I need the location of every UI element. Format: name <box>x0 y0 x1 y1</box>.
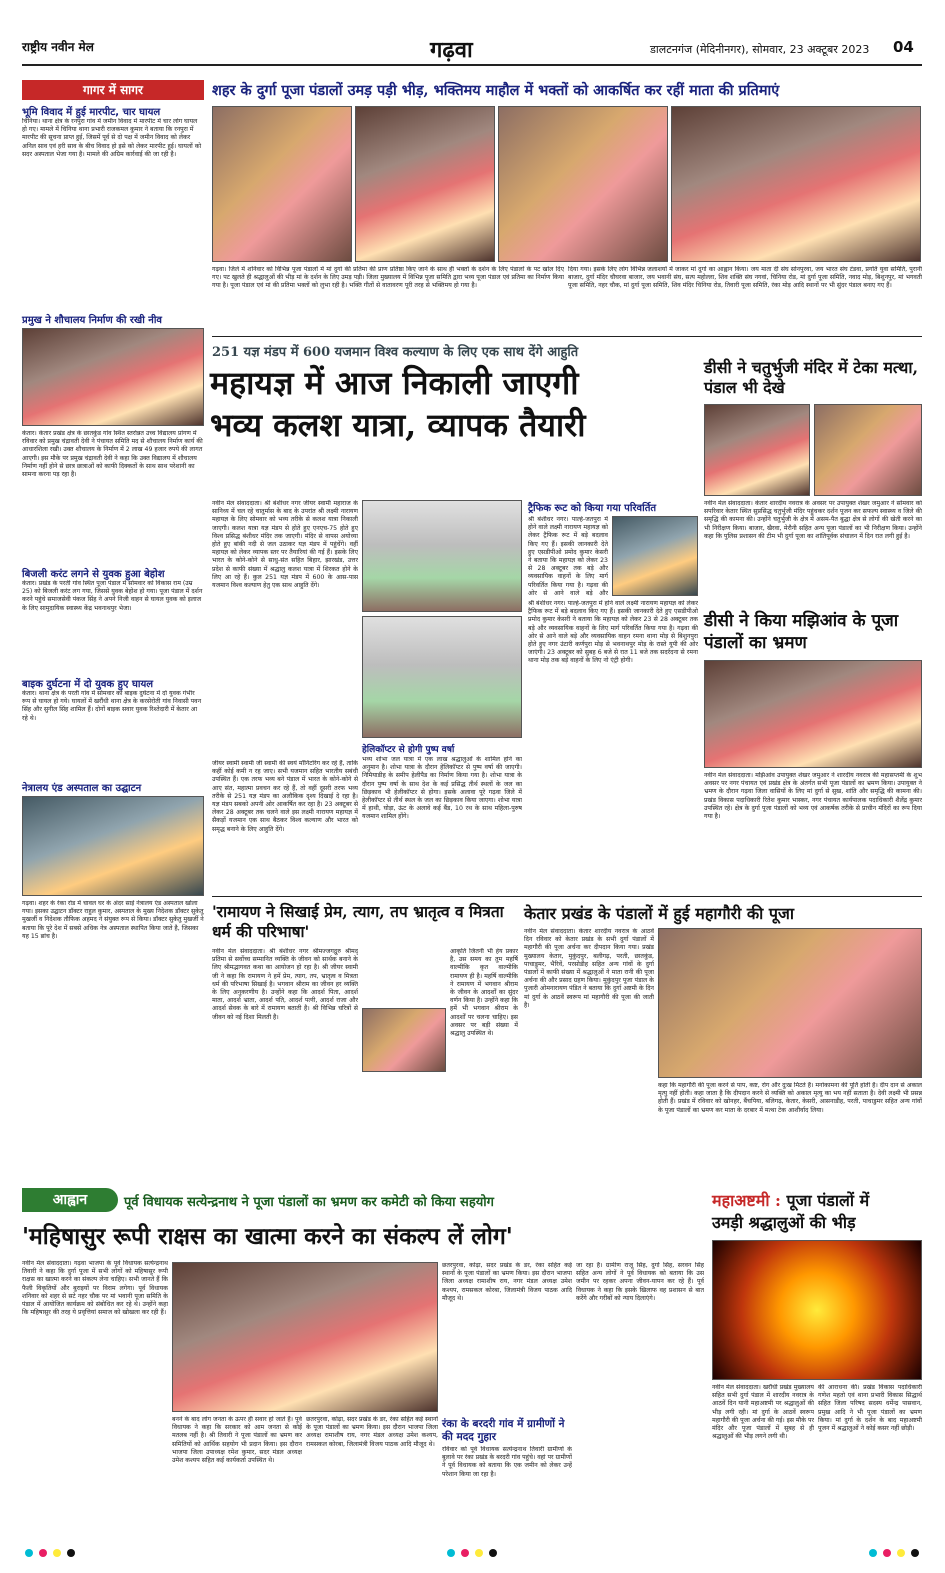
sidebar-story3-headline: बिजली करंट लगने से युवक हुआ बेहोश <box>22 569 165 580</box>
mahayagya-photo-2 <box>362 616 522 738</box>
mahaashtami-headline-1: पूजा पंडालों में <box>786 1191 870 1210</box>
top-story-caption: गढ़वा। जिले में शनिवार को विभिन्न पूजा पंडालों में मां दुर्गा की प्रतिमा की प्राण प्रतिष्ठा किए जाने के साथ ही भक्तों के दर्शन के लिए पंडालों के पट खोल दिए गए। पट खुलते ही श्रद्धालुओं की भीड़ मां के दर्शन के लिए उमड़ पड़ी। जिला मुख्यालय में विभिन्न पूजा समिति द्वारा भव्य पूजा पंडाल एवं प्रतिमा का निर्माण किया गया है। पूजा पंडाल एवं मां की प्रतिमा भक्तों को लुभा रही है। भक्ति गीतों से वातावरण पूरी तरह से भक्तिमय हो गया है। <box>212 266 564 290</box>
durga-photo-1 <box>212 106 352 262</box>
section-title: गढ़वा <box>430 37 473 63</box>
aahvan-photo <box>172 1262 438 1412</box>
mahayagya-photo-1 <box>362 500 522 612</box>
aahvan-text-3b: छतरपुरवा, कोढ़ा, सदर प्रखंड के डर, रंका सहित कई स्थानों के पूजा पंडालों का भ्रमण किया। इस दौरान भाजपा जिला अध्यक्ष रामाशीष राय, नगर मंडल अध्यक्ष उमेश कश्यप, रामसकल कोरबा, जिलामंत्री विजय पाठक आदि मौजूद थे। <box>442 1262 572 1302</box>
sidebar-story4-text: केतार। थाना क्षेत्र के परती गांव में सोमवार को बाइक दुर्घटना में दो युवक गंभीर रूप से घायल हो गये। घायलों में खरौंधी थाना क्षेत्र के करसेरोती गांव निवासी पवन सिंह और सुनील सिंह शामिल हैं। दोनों बाइक सवार युवक रिश्तेदारी में केतार आ रहे थे। <box>22 690 202 722</box>
sidebar-story1-text: चिनिया। थाना क्षेत्र के रनपुरा गांव में जमीन विवाद में मारपीट में चार लोग घायल हो गए। मामले में चिनिया थाना प्रभारी राजकमल कुमार ने बताया कि रनपुरा में मारपीट की सूचना प्राप्त हुई, जिसमें पूर्व से दो पक्ष में जमीन विवाद को लेकर अनिल साव एवं हरी साव के बीच विवाद हो इसे को लेकर मारपीट हुई। घायलों को सदर अस्पताल भेजा गया है। मामले की अग्रिम कार्रवाई की जा रही है। <box>22 118 202 158</box>
traffic-text: श्री बंशीधर नगर। पाल्हे-जतपुरा में होने वाले लक्ष्मी नारायण महायज्ञ को लेकर ट्रैफिक रूट में बड़े बदलाव किए गए हैं। इसकी जानकारी देते हुए एसडीपीओ प्रमोद कुमार केसरी ने बताया कि महायज्ञ को लेकर 23 से 28 अक्टूबर तक बड़े और व्यवसायिक वाहनों के लिए मार्ग परिवर्तित किया गया है। गढ़वा की ओर से आने वाले बड़े और व्यवसायिक वाहन रमना थाना मोड़ से बिशुनपुरा होते हुए नगर उंटारी कर्णपुरा मोड़ से भवनाथपुर मोड़ के रास्ते यूपी की ओर जाएंगी। 23 अक्टूबर को सुबह 6 बजे से रात 11 बजे तक सदर्रदना से रमना थाना मोड़ तक बड़े वाहनों के लिए नो एंट्री होगी। <box>528 600 698 665</box>
sdpo-photo <box>612 516 698 596</box>
mahagauri-headline: केतार प्रखंड के पंडालों में हुई महागौरी की पूजा <box>524 904 794 923</box>
divider <box>212 896 922 897</box>
dc-majhiaon-headline: डीसी ने किया मझिआंव के पूजा पंडालों का भ्रमण <box>704 611 899 653</box>
mahayagya-text-2: जीयर स्वामी स्वामी जी स्वामी की स्वयं मॉनिटरिंग कर रहे हैं, ताकि कहीं कोई कमी न रह जाए। सभी यजमान सहित भारतीय सबंधी उपस्थित हैं। एक तरफ भव्य बने पंडाल में भारत के कोने-कोने से आए संत, महात्मा प्रवचन कर रहे हैं, तो वहीं दूसरी तरफ भव्य तरीके से 251 यज्ञ मंडप का अलौकिक दृश्य दिखाई दे रहा है। यज्ञ मंडप सबको अपनी ओर आकर्षित कर रहा है। 23 अक्टूबर से लेकर 28 अक्टूबर तक चलने वाले इस लक्ष्मी नारायण महायज्ञ में सैकड़ों यजमान एक साथ बैठकर विश्व कल्याण और भारत को समृद्ध बनाने के लिए आहुति देंगे। <box>212 760 358 833</box>
dc-majhiaon-text: नवीन मेल संवाददाता। मझिआंव उपायुक्त शेखर जमुआर ने शारदीय नवरात्र की महासप्तमी के शुभ अवसर पर नगर पंचायत एवं प्रखंड क्षेत्र के अंतर्गत सभी पूजा पंडालों का भ्रमण किया। उपायुक्त ने भ्रमण के दौरान गढ़वा जिला वासियों के लिए मां दुर्गा से सुख, शांति और समृद्धि की कामना की। प्रखंड विकास पदाधिकारी रितेश कुमार भास्कर, नगर पंचायत कार्यपालक पदाधिकारी शैलेंद्र कुमार उपस्थित रहे। क्षेत्र के दुर्गा पूजा पंडालों को भव्य एवं आकर्षक तरीके से प्राचीन मंदिरों का रूप दिया गया है। <box>704 772 922 821</box>
color-bar-left <box>22 1549 78 1557</box>
mahaashtami-text-2: की आराधना की। प्रखंड विकास पदाधिकारी गणेश महतो एवं थाना प्रभारी विकास सिद्धार्थ सहित जिला परिषद सदस्य धर्मेन्द्र पासवान, प्रमुख आदि ने भी पूजा पंडालों का भ्रमण किया। मां दुर्गा के दर्शन के बाद महाअष्टमी पूजन में श्रद्धालुओं ने कोई कसर नहीं छोड़ी। <box>818 1384 922 1433</box>
mahaashtami-text: नवीन मेल संवाददाता। खरौंधी प्रखंड मुख्यालय सहित सभी दुर्गा पंडाल में शारदीय नवरात्र के आठवें दिन यानी महाअष्टमी पर श्रद्धालुओं की भीड़ लगी रही। मां दुर्गा के आठवें स्वरूप महागौरी की पूजा अर्चना की गई। इस मौके पर मंदिर और पूजा पंडालों में सुबह से ही श्रद्धालुओं की भीड़ लगने लगी थी। <box>712 1384 814 1441</box>
mahaashtami-headline-2: उमड़ी श्रद्धालुओं की भीड़ <box>712 1213 856 1232</box>
sidebar-story5-text: गढ़वा। शहर के रंका रोड में चावल घर के अंदर साई नेत्रालय एंड अस्पताल खोला गया। इसका उद्घाटन डॉक्टर राहुल कुमार, अस्पताल के मुख्य निदेशक डॉक्टर सुकेतु मुखर्जी व निदेशक तौफिक अहमद ने संयुक्त रूप से किया। डॉक्टर सुकेतु मुखर्जी ने बताया कि पूरे देश में सबसे अधिक नेत्र अस्पताल स्थापित किया जाते है, जिसका यह 15 ब्रांच है। <box>22 900 204 940</box>
traffic-headline: ट्रैफिक रूट को किया गया परिवर्तित <box>528 503 657 514</box>
jiyar-swami-photo <box>362 1008 446 1072</box>
aahvan-text-3: छतरपुरवा, कोढ़ा, सदर प्रखंड के डर, रंका सहित कई स्थानों के पूजा पंडालों का भ्रमण किया। इस दौरान भाजपा जिला अध्यक्ष रामाशीष राय, नगर मंडल अध्यक्ष उमेश कश्यप, रामसकल कोरबा, जिलामंत्री विजय पाठक आदि मौजूद थे। <box>306 1416 438 1448</box>
dc-temple-text: नवीन मेल संवाददाता। केतार शारदीय नवरात्र के अवसर पर उपायुक्त शेखर जमुआर ने सोमवार को सपरिवार केतार स्थित सुप्रसिद्ध चतुर्भुजी मंदिर पहुंचकर दर्शन पूजन कर सफल्य स्वास्थ्य व जिले की समृद्धि की कामना की। उन्होंने चतुर्भुजी के क्षेत्र में असम-पैत बुद्धा क्षेत्र से लोगों की खेती करने का भी निरीक्षण किया। बाजार, खैरवा, मेरौनी सहित अन्य पूजा पंडालों का भी निरीक्षण किया। उन्होंने कहा कि पुलिस प्रशासन की टीम भी दुर्गा पूजा का शांतिपूर्वक संचालन में दिन रात लगी हुई है। <box>704 500 922 540</box>
mahaashtami-photo <box>712 1240 922 1380</box>
durga-photo-3 <box>498 106 668 262</box>
sidebar-story2-photo <box>22 328 204 426</box>
rural-text: रविवार को पूर्व विधायक सत्येन्द्रनाथ तिवारी ग्रामीणों के बुलावे पर रंका प्रखंड के बरदरी गांव पहुंचे। वहां पर ग्रामीणों ने पूर्व विधायक को बताया कि एक जमीन को लेकर उन्हें परेशान किया जा रहा है। <box>442 1446 572 1478</box>
mahayagya-headline-1: महायज्ञ में आज निकाली जाएगी <box>210 364 579 402</box>
sidebar-story5-headline: नेत्रालय एंड अस्पताल का उद्घाटन <box>22 783 142 794</box>
traffic-text-a: श्री बंशीधर नगर। पाल्हे-जतपुरा में होने वाले लक्ष्मी नारायण महायज्ञ को लेकर ट्रैफिक रूट में बड़े बदलाव किए गए हैं। इसकी जानकारी देते हुए एसडीपीओ प्रमोद कुमार केसरी ने बताया कि महायज्ञ को लेकर 23 से 28 अक्टूबर तक बड़े और व्यवसायिक वाहनों के लिए मार्ग परिवर्तित किया गया है। गढ़वा की ओर से आने वाले बड़े और <box>528 516 608 596</box>
sidebar-story5-photo <box>22 796 204 896</box>
durga-photo-2 <box>355 106 495 262</box>
ramayan-text: नवीन मेल संवाददाता। श्री बंशीधर नगर श्रीमज्जगद्गुरु श्रीमद् प्रतिमा से सर्वोच्च सम्मानित व्यक्ति के जीवन को सार्थक बनाने के लिए श्रीमद्भागवत कथा का आयोजन हो रहा है। श्री जीयर स्वामी जी ने कहा कि रामायण ने हमें प्रेम, त्याग, तप, भ्रातृत्व व मित्रता धर्म की परिभाषा सिखाई है। भगवान श्रीराम का जीवन हर व्यक्ति के लिए अनुकरणीय है। उन्होंने कहा कि आदर्श पिता, आदर्श माता, आदर्श भ्राता, आदर्श पति, आदर्श पत्नी, आदर्श राजा और आदर्श सेवक के बारे में रामायण बताती है। श्री विभिन्न चरित्रों से जीवन को नई दिशा मिलती है। <box>212 948 358 1021</box>
top-story-caption-2: दिया गया। इसके लिए लोग विभिन्न जलाशयों में जाकर मां दुर्गा का आह्वान किया। जय माता दी संघ सोनपुरवा, जय भारत संघ टंडवा, प्रगति युवा समिति, पुरानी बाजार, दुर्गा मंदिर चौघरवा बाजार, जय भवानी संघ, सत्य महोल्ला, शिव शक्ति संघ नगवां, चिनिया रोड, मां दुर्गा पूजा समिति, नवाद मोड़, बिशुनपुर, मां भगवती पूजा समिति, नहर चौक, मां दुर्गा पूजा समिति, शिव मंदिर चिनिया रोड, तिवारी पूजा समिति, रंका मोड़ आदि स्थानों पर भी सुंदर पंडाल बनाए गए हैं। <box>568 266 922 290</box>
ramayan-text-2: आकृति जितनी भी हेय प्रकार है, उस समय का तुम महर्षि वाल्मीकि कृत वाल्मीकि रामायण ही है। महर्षि वाल्मीकि ने रामायण में भगवान श्रीराम के जीवन के आदर्शों का सुंदर वर्णन किया है। उन्होंने कहा कि हमें भी भगवान श्रीराम के आदर्शों पर चलना चाहिए। इस अवसर पर बड़ी संख्या में श्रद्धालु उपस्थित थे। <box>450 948 518 1038</box>
print-registration-bar <box>22 1548 922 1558</box>
mahayagya-headline-2: भव्य कलश यात्रा, व्यापक तैयारी <box>210 406 586 444</box>
aahvan-text: नवीन मेल संवाददाता। गढ़वा भाजपा के पूर्व विधायक सत्येन्द्रनाथ तिवारी ने कहा कि दुर्गा पूजा में सभी लोगों को महिषासुर रूपी राक्षस का खात्मा करने का संकल्प लेना चाहिए। सभी जानते हैं कि फैली विकृतियों और बुराइयों पर विराम लगेगा। पूर्व विधायक शनिवार को शहर से सटे नहर चौक पर मां भवानी पूजा समिति के पंडाल में आयोजित कार्यक्रम को संबोधित कर रहे थे। उन्होंने कहा कि महिषासुर की तरह ये प्रवृत्तियां समाज को खोखला कर रही हैं। <box>22 1260 168 1317</box>
mahaashtami-label: महाअष्टमी : <box>712 1191 781 1210</box>
aahvan-text-2: बनने के बाद लोग जनता के ऊपर ही सवार हो जाते हैं। पूर्व विधायक ने कहा कि सरकार को आम जनता से कोई मतलब नहीं है। श्री तिवारी ने पूजा पंडालों का भ्रमण कर समितियों को आर्थिक सहयोग भी प्रदान किया। इस दौरान भाजपा जिला उपाध्यक्ष रमेश कुमार, सदर मंडल अध्यक्ष उमेश कश्यप सहित कई कार्यकर्ता उपस्थित थे। <box>172 1416 302 1465</box>
sidebar-banner: गागर में सागर <box>22 80 204 100</box>
top-story-headline: शहर के दुर्गा पूजा पंडालों उमड़ पड़ी भीड़, भक्तिमय माहौल में भक्तों को आकर्षित कर रहीं माता की प्रतिमाएं <box>212 82 780 99</box>
sidebar-story2-text: केतार। केतार प्रखंड क्षेत्र के छातकुंड गांव स्थित स्तरोन्नत उच्च विद्यालय प्रांगण में रविवार को प्रमुख चंद्रावती देवी ने पंचायत समिति मद से शौचालय निर्माण कार्य की आधारशिला रखी। उक्त शौचालय के निर्माण में 2 लाख 49 हजार रुपये की लागत आएगी। इस मौके पर प्रमुख चंद्रावती देवी ने कहा कि उक्त विद्यालय में शौचालय निर्माण नहीं होने से छात्र छात्राओं को काफी दिक्कतों के साथ साथ परेशानी का सामना करना पड़ रहा है। <box>22 430 203 479</box>
dc-majhiaon-photo <box>704 660 922 768</box>
mahagauri-text-2: कहा कि महागौरी की पूजा करने से पाप, कष्ट, रोग और दुःख मिटते हैं। मनोकामना की पूर्ति होती है। दीप दान से अकाल मृत्यु नहीं होती। कहा जाता है कि दीपदान करने से व्यक्ति को अकाल मृत्यु का भय नहीं सताता है। देवी लक्ष्मी भी प्रसन्न होती हैं। प्रखंड में रविवार को खोनहर, बैंचपिया, बलिगढ़, केतार, केसरी, आसनाडीह, परती, पाचाडुमर सहित अन्य गांवों के पूजा पंडालों का भ्रमण कर माता के दरबार में मत्था टेक आशीर्वाद लिया। <box>658 1082 922 1114</box>
divider <box>212 336 922 337</box>
mahayagya-text: नवीन मेल संवाददाता। श्री बंशीधर नगर जीयर स्वामी महाराज के सानिध्य में चल रहे चातुर्मास के बाद के उपरांत श्री लक्ष्मी नारायण महायज्ञ के लिए सोमवार को भव्य तरीके से कलश यात्रा निकाली जाएगी। कलश यात्रा यज्ञ मंडप से होते हुए एनएच-75 होते हुए विश्व प्रसिद्ध बंशीधर मंदिर तक जाएगी। मंदिर से वापस अयोध्या होते हुए बांकी नदी से जल उठाकर यज्ञ मंडप में पहुंचेंगे। वहीं महायज्ञ को लेकर व्यापक स्तर पर तैयारियां की गई हैं। इसके लिए भारत के कोने-कोने से साधु-संत सहित बिहार, झारखंड, उत्तर प्रदेश से काफी संख्या में श्रद्धालु कलश यात्रा में शिरकत होने के लिए आ रहे हैं। कुल 251 यज्ञ मंडप में 600 के आस-पास यजमान विश्व कल्याण हेतु एक साथ आहुति देंगे। <box>212 500 358 590</box>
page-number: 04 <box>893 38 914 56</box>
ramayan-headline: 'रामायण ने सिखाई प्रेम, त्याग, तप भ्रातृत्व व मित्रता धर्म की परिभाषा' <box>212 902 504 941</box>
aahvan-headline: 'महिषासुर रूपी राक्षस का खात्मा करने का संकल्प लें लोग' <box>22 1223 513 1250</box>
dc-temple-headline: डीसी ने चतुर्भुजी मंदिर में टेका मत्था, पंडाल भी देखे <box>704 358 919 397</box>
masthead-rule <box>22 64 922 66</box>
sidebar-story2-headline: प्रमुख ने शौचालय निर्माण की रखी नीव <box>22 315 162 326</box>
aahvan-tag: आह्वान <box>22 1188 118 1212</box>
aahvan-text-4: जा रहा है। ग्रामीण राजू सिंह, दुर्गा सिंह, सरवन सिंह सहित अन्य लोगों ने पूर्व विधायक को बताया कि उस जमीन पर रहकर अपना जीवन-यापन कर रहे हैं। पूर्व विधायक ने कहा कि इसके खिलाफ वह प्रशासन से बात करेंगे और गरीबों को न्याय दिलाएंगे। <box>576 1262 704 1302</box>
rural-headline: रंका के बरदरी गांव में ग्रामीणों ने की मदद गुहार <box>442 1418 565 1443</box>
dc-temple-photo-1 <box>704 404 810 496</box>
sidebar-story4-headline: बाइक दुर्घटना में दो युवक हुए घायल <box>22 679 154 690</box>
paper-name: राष्ट्रीय नवीन मेल <box>22 40 94 54</box>
sidebar-story1-headline: भूमि विवाद में हुई मारपीट, चार घायल <box>22 107 161 118</box>
mahagauri-photo <box>658 928 922 1078</box>
durga-photo-4 <box>671 106 921 262</box>
heli-text: भव्य शोभा जल यात्रा में एक लाख श्रद्धालुओं के शामिल होने का अनुमान है। शोभा यात्रा के दौरान हेलिकॉप्टर से पुष्प वर्षा की जाएगी। निमियाडीह के समीप हेलीपैड का निर्माण किया गया है। शोभा यात्रा के दौरान पुष्प वर्षा के साथ देश के कई प्रसिद्ध तीर्थ स्थलों के जल का छिड़काव भी हेलीकॉप्टर से होगा। इसके अलावा पूरे गढ़वा जिले में हेलीकॉप्टर से तीर्थ स्थल के जल का छिड़काव किया जाएगा। शोभा यात्रा में हाथी, घोड़ा, ऊंट के अलावे कई बैंड, 10 रथ के साथ महिला-पुरुष यजमान शामिल होंगे। <box>362 756 522 821</box>
color-bar-right <box>866 1549 922 1557</box>
color-bar-center <box>444 1549 500 1557</box>
dateline: डालटनगंज (मेदिनीनगर), सोमवार, 23 अक्टूबर 2023 <box>650 43 870 56</box>
mahagauri-text: नवीन मेल संवाददाता। केतार शारदीय नवरात्र के आठवें दिन रविवार को केतार प्रखंड के सभी दुर्गा पंडालों में महागौरी की पूजा अर्चना कर दीपदान किया गया। प्रखंड मुख्यालय केतार, मुकुंदपुर, बलीगढ़, परती, छातकुंड, पाचाडुमर, भैरिवें, परसोडीह सहित अन्य गांवों के दुर्गा पंडालों में काफी संख्या में श्रद्धालुओं ने माता रानी की पूजा अर्चना की और प्रसाद ग्रहण किया। मुकुंदपुर पूजा पंडाल के पुजारी ओमनारायण पंडित ने बताया कि दुर्गा अष्टमी के दिन मां दुर्गा के आठवें स्वरूप मां महागौरी की पूजा की जाती है। <box>524 928 654 1009</box>
aahvan-kicker: पूर्व विधायक सत्येन्द्रनाथ ने पूजा पंडालों का भ्रमण कर कमेटी को किया सहयोग <box>124 1195 494 1210</box>
sidebar-story3-text: केतार। प्रखंड के परती गांव स्थित पूजा पंडाल में सोमवार को विकास राम (उम्र 25) को बिजली करंट लग गया, जिससे युवक बेहोश हो गया। पूजा पंडाल में दर्शन करने पहुंचे समाजसेवी पंकज सिंह ने अपने निजी वाहन से घायल युवक को इलाज के लिए सामुदायिक स्वास्थ्य केंद्र भवनाथपुर भेजा। <box>22 580 203 612</box>
dc-temple-photo-2 <box>814 404 922 496</box>
mahayagya-kicker: 251 यज्ञ मंडप में 600 यजमान विश्व कल्याण के लिए एक साथ देंगे आहुति <box>212 345 579 360</box>
heli-caption: हेलिकॉप्टर से होगी पुष्प वर्षा <box>362 745 455 755</box>
